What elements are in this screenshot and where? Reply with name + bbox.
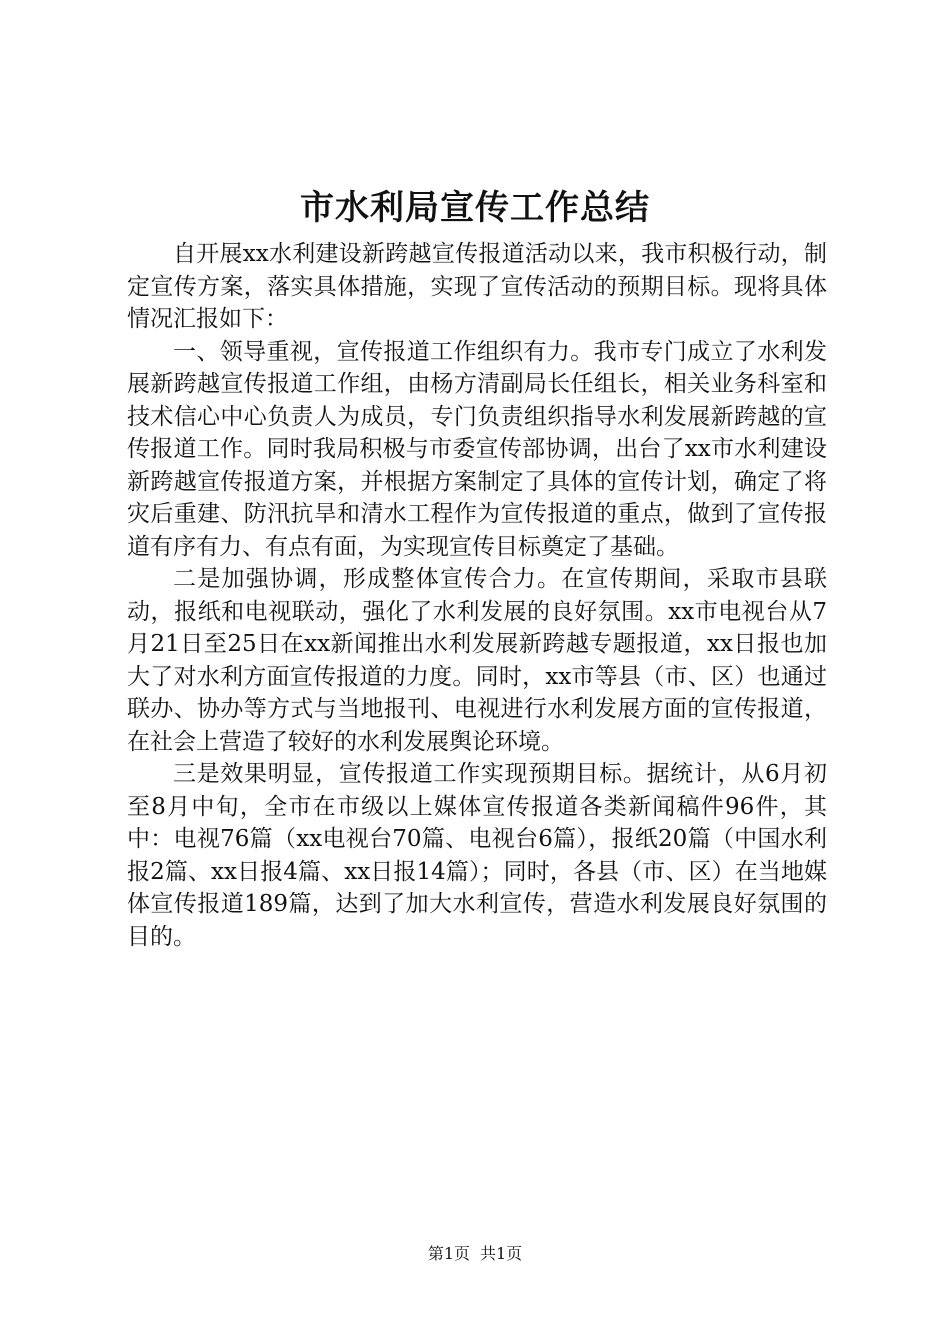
paragraph-intro: 自开展xx水利建设新跨越宣传报道活动以来，我市积极行动，制定宣传方案，落实具体措施，实现了宣传活动的预期目标。现将具体情况汇报如下： [127, 241, 827, 332]
page-footer [0, 1244, 950, 1264]
paragraph-section-1: 一、领导重视，宣传报道工作组织有力。我市专门成立了水利发展新跨越宣传报道工作组，由杨方清副局长任组长，相关业务科室和技术信心中心负责人为成员，专门负责组织指导水利发展新跨越的宣传报道工作。同时我局积极与市委宣传部协调，出台了xx市水利建设新跨越宣传报道方案，并根据方案制定了具体的宣传计划，确定了将灾后重建、防汛抗旱和清水工程作为宣传报道的重点，做到了宣传报道有序有力、有点有面，为实现宣传目标奠定了基础。 [127, 338, 827, 560]
document-body [127, 238, 827, 953]
document-title: 市水利局宣传工作总结 [300, 188, 650, 228]
paragraph-section-2: 二是加强协调，形成整体宣传合力。在宣传期间，采取市县联动，报纸和电视联动，强化了水利发展的良好氛围。xx市电视台从7月21日至25日在xx新闻推出水利发展新跨越专题报道，xx日报也加大了对水利方面宣传报道的力度。同时，xx市等县（市、区）也通过联办、协办等方式与当地报刊、电视进行水利发展方面的宣传报道，在社会上营造了较好的水利发展舆论环境。 [127, 566, 827, 755]
paragraph-section-3: 三是效果明显，宣传报道工作实现预期目标。据统计，从6月初至8月中旬，全市在市级以上媒体宣传报道各类新闻稿件96件，其中：电视76篇（xx电视台70篇、电视台6篇），报纸20篇（中国水利报2篇、xx日报4篇、xx日报14篇）；同时，各县（市、区）在当地媒体宣传报道189篇，达到了加大水利宣传，营造水利发展良好氛围的目的。 [127, 761, 827, 950]
page-number: 第1页 [427, 1244, 470, 1263]
page-total: 共1页 [480, 1244, 523, 1263]
